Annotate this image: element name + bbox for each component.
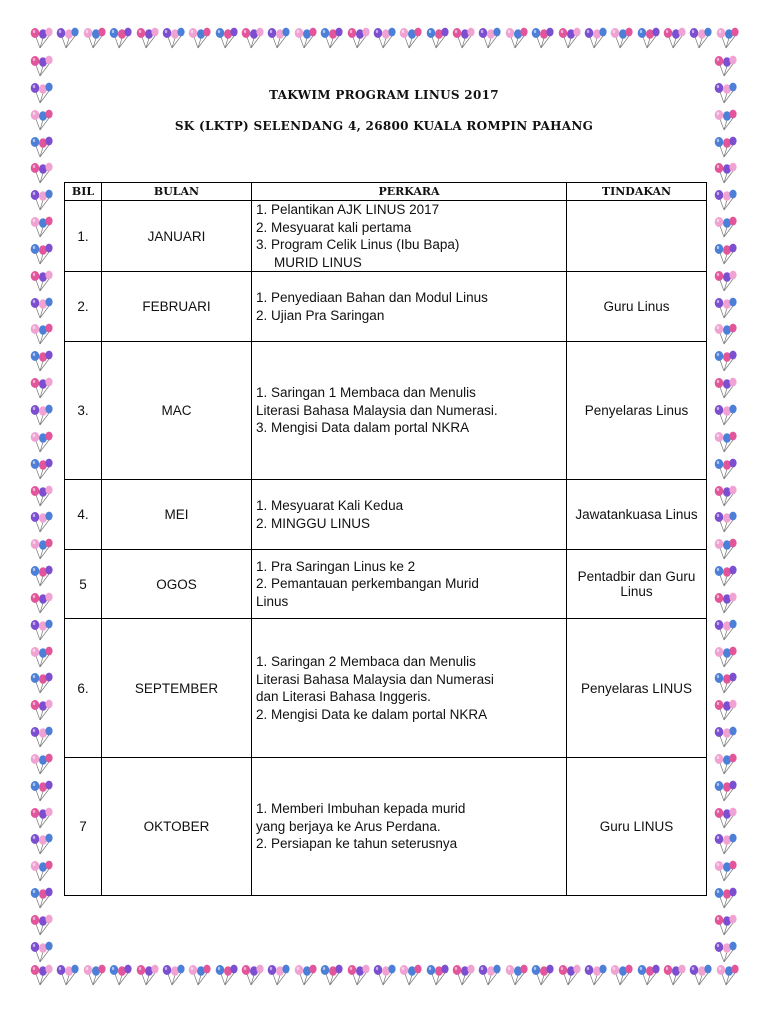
- balloon-icon: [712, 376, 738, 400]
- cell-bulan: MEI: [102, 480, 252, 550]
- table-row: [65, 619, 707, 758]
- balloon-icon: [450, 963, 476, 987]
- table-row: [65, 480, 707, 550]
- balloon-icon: [371, 26, 397, 50]
- cell-bulan: MAC: [102, 342, 252, 480]
- balloon-icon: [712, 322, 738, 346]
- balloon-icon: [186, 26, 212, 50]
- balloon-icon: [28, 806, 54, 830]
- document-title: TAKWIM PROGRAM LINUS 2017: [269, 88, 499, 102]
- balloon-icon: [265, 26, 291, 50]
- cell-bil: 5: [65, 550, 102, 619]
- perkara-item: 2. Persiapan ke tahun seterusnya: [256, 836, 458, 852]
- table-row: [65, 201, 707, 272]
- program-table: [64, 182, 707, 896]
- balloon-icon: [28, 161, 54, 185]
- cell-bulan: OKTOBER: [102, 758, 252, 896]
- balloon-icon: [476, 26, 502, 50]
- border-left: [28, 54, 54, 964]
- balloon-icon: [107, 26, 133, 50]
- balloon-icon: [28, 859, 54, 883]
- balloon-icon: [81, 963, 107, 987]
- balloon-icon: [28, 430, 54, 454]
- cell-bil: 2.: [65, 272, 102, 342]
- balloon-icon: [635, 963, 661, 987]
- cell-tindakan: Pentadbir dan Guru Linus: [567, 550, 707, 619]
- perkara-item: 1. Saringan 2 Membaca dan Menulis: [256, 654, 476, 669]
- balloon-icon: [28, 135, 54, 159]
- balloon-icon: [714, 26, 740, 50]
- balloon-icon: [712, 618, 738, 642]
- cell-bil: 3.: [65, 342, 102, 480]
- cell-tindakan: Jawatankuasa Linus: [567, 480, 707, 550]
- cell-bil: 6.: [65, 619, 102, 758]
- balloon-icon: [28, 564, 54, 588]
- balloon-icon: [28, 188, 54, 212]
- perkara-item: Literasi Bahasa Malaysia dan Numerasi: [256, 671, 494, 687]
- balloon-icon: [318, 963, 344, 987]
- balloon-icon: [712, 698, 738, 722]
- cell-tindakan: Guru Linus: [567, 272, 707, 342]
- header-bulan: BULAN: [102, 183, 252, 201]
- balloon-icon: [28, 26, 54, 50]
- balloon-icon: [712, 161, 738, 185]
- balloon-icon: [292, 963, 318, 987]
- balloon-icon: [54, 26, 80, 50]
- cell-tindakan: Penyelaras LINUS: [567, 619, 707, 758]
- perkara-item: dan Literasi Bahasa Inggeris.: [256, 689, 431, 704]
- balloon-icon: [265, 963, 291, 987]
- balloon-icon: [661, 26, 687, 50]
- balloon-icon: [712, 188, 738, 212]
- perkara-item: 2. MINGGU LINUS: [256, 515, 371, 531]
- cell-bulan: JANUARI: [102, 201, 252, 272]
- balloon-icon: [608, 26, 634, 50]
- balloon-icon: [687, 963, 713, 987]
- balloon-icon: [345, 963, 371, 987]
- balloon-icon: [712, 832, 738, 856]
- balloon-icon: [397, 26, 423, 50]
- balloon-icon: [712, 430, 738, 454]
- table-header-row: [65, 183, 707, 201]
- balloon-icon: [28, 457, 54, 481]
- balloon-icon: [712, 886, 738, 910]
- balloon-icon: [687, 26, 713, 50]
- perkara-item: Linus: [256, 593, 289, 609]
- cell-tindakan: [567, 201, 707, 272]
- balloon-icon: [213, 26, 239, 50]
- balloon-icon: [28, 940, 54, 964]
- balloon-icon: [712, 591, 738, 615]
- balloon-icon: [582, 963, 608, 987]
- cell-bulan: OGOS: [102, 550, 252, 619]
- balloon-icon: [134, 26, 160, 50]
- perkara-item: 2. Mesyuarat kali pertama: [256, 219, 412, 235]
- balloon-icon: [107, 963, 133, 987]
- cell-perkara: [252, 342, 567, 480]
- balloon-icon: [28, 296, 54, 320]
- cell-bil: 1.: [65, 201, 102, 272]
- balloon-icon: [134, 963, 160, 987]
- perkara-item: yang berjaya ke Arus Perdana.: [256, 818, 441, 834]
- cell-bil: 7: [65, 758, 102, 896]
- balloon-icon: [503, 963, 529, 987]
- balloon-icon: [28, 322, 54, 346]
- balloon-icon: [424, 26, 450, 50]
- cell-bulan: FEBRUARI: [102, 272, 252, 342]
- perkara-item: 1. Memberi Imbuhan kepada murid: [256, 801, 466, 817]
- balloon-icon: [371, 963, 397, 987]
- balloon-icon: [28, 886, 54, 910]
- header-bil: BIL: [65, 183, 102, 201]
- balloon-icon: [28, 725, 54, 749]
- border-bottom: [28, 963, 740, 987]
- balloon-icon: [450, 26, 476, 50]
- balloon-icon: [712, 135, 738, 159]
- balloon-icon: [28, 54, 54, 78]
- table-row: [65, 550, 707, 619]
- balloon-icon: [635, 26, 661, 50]
- balloon-icon: [28, 963, 54, 987]
- balloon-icon: [712, 779, 738, 803]
- balloon-icon: [345, 26, 371, 50]
- balloon-icon: [529, 963, 555, 987]
- balloon-icon: [712, 671, 738, 695]
- balloon-icon: [712, 564, 738, 588]
- perkara-item: 2. Mengisi Data ke dalam portal NKRA: [256, 706, 488, 722]
- balloon-icon: [712, 510, 738, 534]
- balloon-icon: [712, 403, 738, 427]
- perkara-item: 1. Saringan 1 Membaca dan Menulis: [256, 385, 476, 401]
- balloon-icon: [397, 963, 423, 987]
- perkara-item: 3. Program Celik Linus (Ibu Bapa): [256, 237, 460, 252]
- balloon-icon: [28, 376, 54, 400]
- cell-bulan: SEPTEMBER: [102, 619, 252, 758]
- balloon-icon: [712, 242, 738, 266]
- balloon-icon: [28, 215, 54, 239]
- balloon-icon: [28, 484, 54, 508]
- balloon-icon: [239, 26, 265, 50]
- balloon-icon: [712, 859, 738, 883]
- balloon-icon: [712, 484, 738, 508]
- balloon-icon: [28, 403, 54, 427]
- perkara-item: 1. Pra Saringan Linus ke 2: [256, 558, 416, 574]
- header-perkara: PERKARA: [252, 183, 567, 201]
- balloon-icon: [714, 963, 740, 987]
- balloon-icon: [28, 779, 54, 803]
- perkara-item: 1. Pelantikan AJK LINUS 2017: [256, 202, 440, 217]
- balloon-icon: [476, 963, 502, 987]
- balloon-icon: [28, 913, 54, 937]
- table-row: [65, 272, 707, 342]
- balloon-icon: [54, 963, 80, 987]
- header-tindakan: TINDAKAN: [567, 183, 707, 201]
- balloon-icon: [318, 26, 344, 50]
- balloon-icon: [712, 940, 738, 964]
- balloon-icon: [712, 913, 738, 937]
- perkara-item: MURID LINUS: [274, 254, 362, 270]
- balloon-icon: [213, 963, 239, 987]
- balloon-icon: [712, 215, 738, 239]
- cell-tindakan: Penyelaras Linus: [567, 342, 707, 480]
- balloon-icon: [661, 963, 687, 987]
- balloon-icon: [712, 54, 738, 78]
- balloon-icon: [712, 645, 738, 669]
- balloon-icon: [28, 269, 54, 293]
- balloon-icon: [28, 671, 54, 695]
- balloon-icon: [712, 269, 738, 293]
- border-right: [712, 54, 738, 964]
- balloon-icon: [292, 26, 318, 50]
- school-address: SK (LKTP) SELENDANG 4, 26800 KUALA ROMPIN PAHANG: [174, 119, 594, 133]
- cell-perkara: [252, 758, 567, 896]
- balloon-icon: [712, 537, 738, 561]
- balloon-icon: [28, 698, 54, 722]
- border-top: [28, 26, 740, 50]
- balloon-icon: [712, 725, 738, 749]
- cell-perkara: [252, 201, 567, 272]
- perkara-item: 3. Mengisi Data dalam portal NKRA: [256, 420, 470, 436]
- balloon-icon: [28, 752, 54, 776]
- balloon-icon: [160, 26, 186, 50]
- balloon-icon: [28, 832, 54, 856]
- balloon-icon: [28, 510, 54, 534]
- balloon-icon: [186, 963, 212, 987]
- perkara-item: 2. Pemantauan perkembangan Murid: [256, 576, 479, 592]
- balloon-icon: [556, 963, 582, 987]
- perkara-item: 1. Penyediaan Bahan dan Modul Linus: [256, 290, 488, 305]
- cell-perkara: [252, 272, 567, 342]
- balloon-icon: [529, 26, 555, 50]
- cell-perkara: [252, 619, 567, 758]
- balloon-icon: [712, 349, 738, 373]
- balloon-icon: [28, 618, 54, 642]
- balloon-icon: [556, 26, 582, 50]
- balloon-icon: [28, 591, 54, 615]
- balloon-icon: [28, 645, 54, 669]
- balloon-icon: [28, 537, 54, 561]
- balloon-icon: [28, 349, 54, 373]
- cell-perkara: [252, 480, 567, 550]
- balloon-icon: [424, 963, 450, 987]
- balloon-icon: [712, 752, 738, 776]
- balloon-icon: [608, 963, 634, 987]
- cell-bil: 4.: [65, 480, 102, 550]
- balloon-icon: [160, 963, 186, 987]
- balloon-icon: [239, 963, 265, 987]
- perkara-item: Literasi Bahasa Malaysia dan Numerasi.: [256, 402, 498, 418]
- balloon-icon: [582, 26, 608, 50]
- table-row: [65, 758, 707, 896]
- balloon-icon: [712, 806, 738, 830]
- perkara-item: 2. Ujian Pra Saringan: [256, 307, 385, 323]
- balloon-icon: [503, 26, 529, 50]
- cell-tindakan: Guru LINUS: [567, 758, 707, 896]
- table-row: [65, 342, 707, 480]
- balloon-icon: [81, 26, 107, 50]
- balloon-icon: [712, 296, 738, 320]
- cell-perkara: [252, 550, 567, 619]
- balloon-icon: [712, 457, 738, 481]
- perkara-item: 1. Mesyuarat Kali Kedua: [256, 498, 404, 513]
- balloon-icon: [28, 242, 54, 266]
